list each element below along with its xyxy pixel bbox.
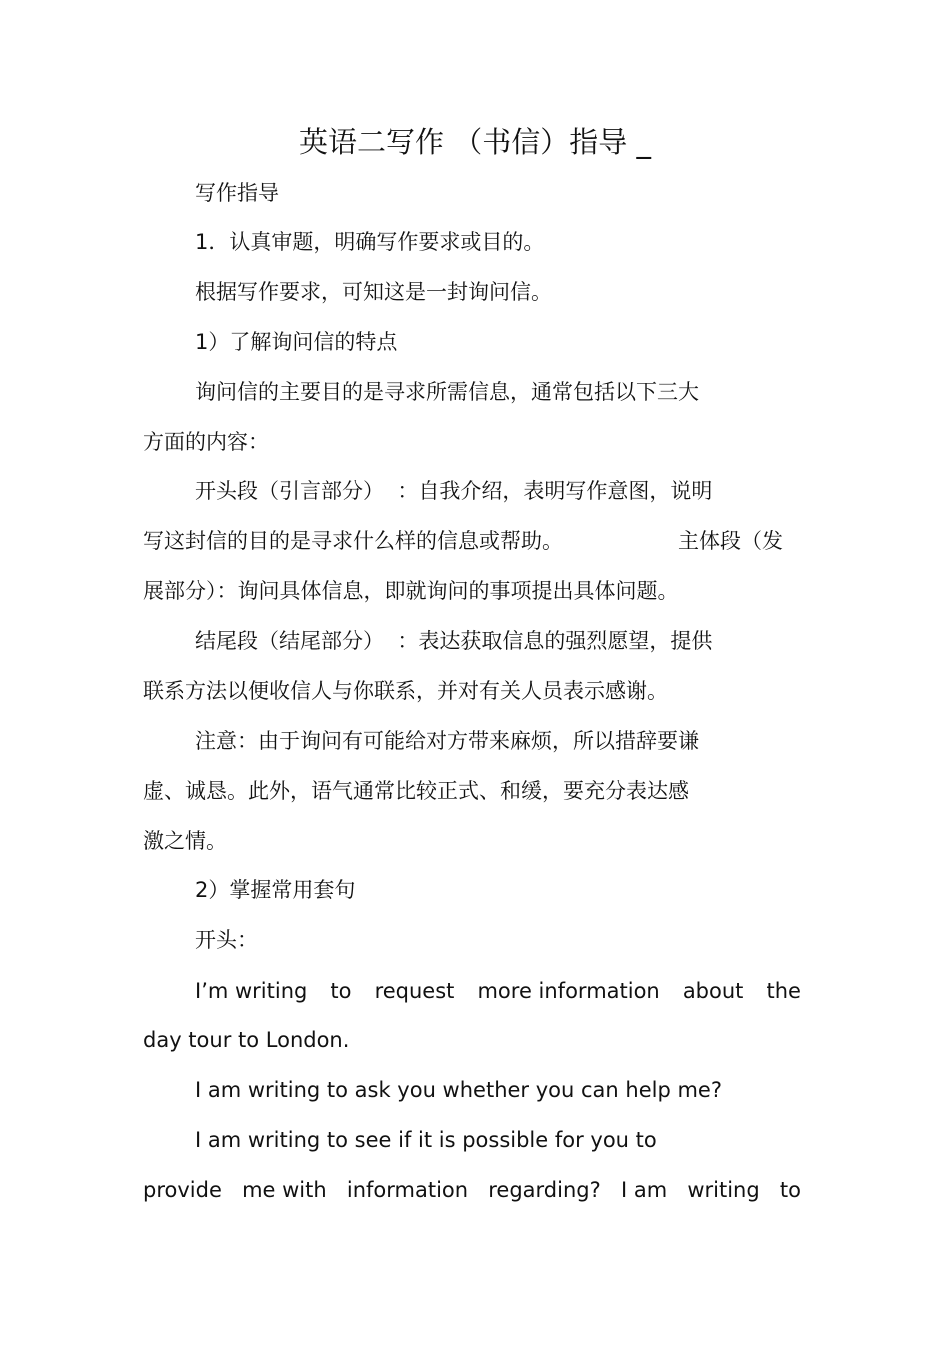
text-line: I am writing to see if it is possible for you to (195, 1128, 657, 1152)
text-line: 注意：由于询问有可能给对方带来麻烦，所以措辞要谦 (195, 729, 699, 753)
text-line: 开头段（引言部分） ：自我介绍，表明写作意图，说明 (195, 479, 713, 503)
text-line: 根据写作要求，可知这是一封询问信。 (195, 280, 552, 304)
word: about (682, 979, 744, 1003)
word: to (330, 979, 352, 1003)
text-line: 激之情。 (143, 829, 227, 853)
word: the (766, 979, 801, 1003)
text-line: I am writing to ask you whether you can help me? (195, 1078, 722, 1102)
word: I’m writing (195, 979, 308, 1003)
text-line: 询问信的主要目的是寻求所需信息，通常包括以下三大 (195, 380, 699, 404)
word: me with (242, 1178, 327, 1202)
justified-line (143, 1175, 801, 1205)
text-line: 联系方法以便收信人与你联系，并对有关人员表示感谢。 (143, 679, 668, 703)
word: provide (143, 1178, 222, 1202)
text-line: 写作指导 (195, 181, 279, 205)
justified-line (195, 976, 801, 1006)
text-line: 开头： (195, 928, 258, 952)
text-line: 1．认真审题，明确写作要求或目的。 (195, 230, 545, 254)
text-line: 展部分）：询问具体信息，即就询问的事项提出具体问题。 (143, 579, 679, 603)
text-line: 1）了解询问信的特点 (195, 330, 398, 354)
text-line: 方面的内容： (143, 430, 269, 454)
text-line: 主体段（发 (678, 529, 783, 553)
text-line: day tour to London. (143, 1028, 350, 1052)
word: writing (687, 1178, 760, 1202)
word: more information (477, 979, 660, 1003)
word: information (346, 1178, 469, 1202)
text-line: 结尾段（结尾部分） ：表达获取信息的强烈愿望，提供 (195, 629, 713, 653)
text-line: 虚、诚恳。此外，语气通常比较正式、和缓，要充分表达感 (143, 779, 689, 803)
word: I am (620, 1178, 668, 1202)
page-title: 英语二写作 （书信）指导 _ (299, 125, 651, 159)
word: request (374, 979, 455, 1003)
word: to (779, 1178, 801, 1202)
text-line: 2）掌握常用套句 (195, 878, 356, 902)
word: regarding? (488, 1178, 601, 1202)
text-line: 写这封信的目的是寻求什么样的信息或帮助。 (143, 529, 563, 553)
